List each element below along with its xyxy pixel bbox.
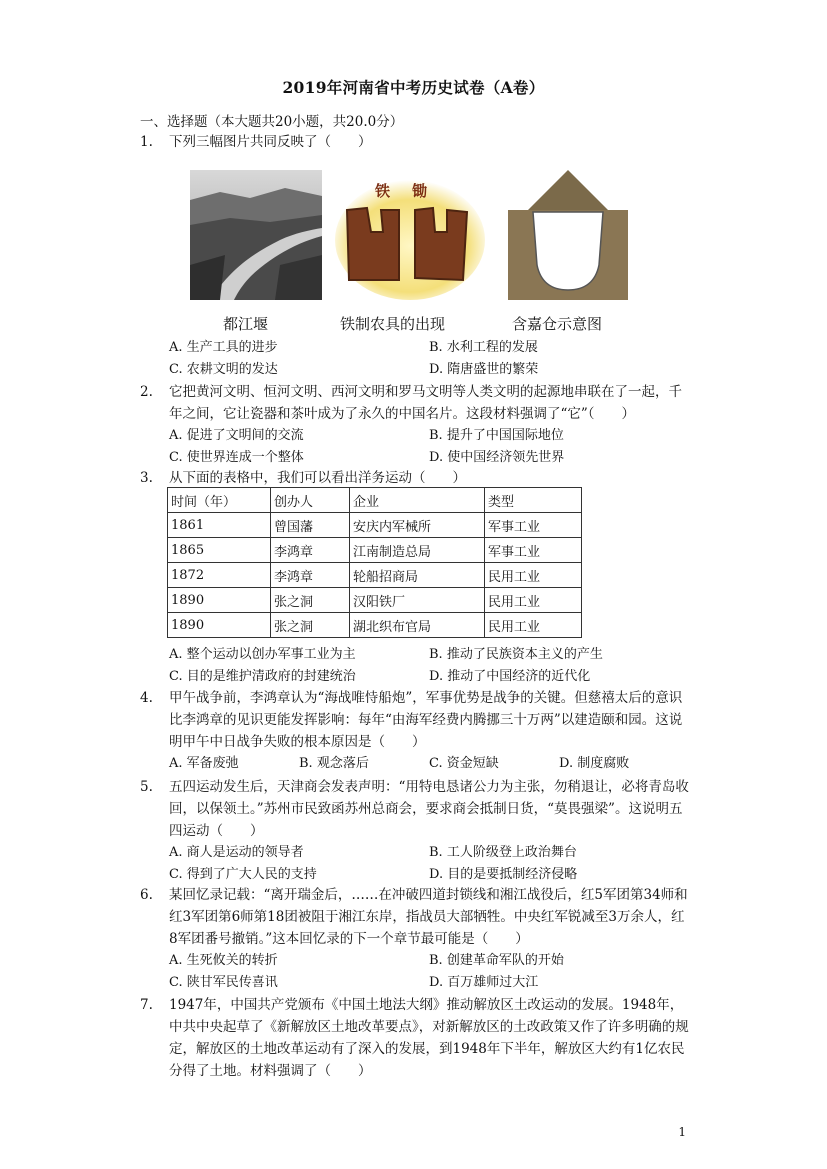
table-row	[168, 588, 582, 613]
table-cell: 曾国藩	[271, 513, 350, 538]
table-cell: 湖北织布官局	[350, 613, 485, 638]
figure-caption-1: 都江堰	[223, 315, 269, 333]
option-a[interactable]: A. 整个运动以创办军事工业为主	[169, 647, 356, 662]
option-c[interactable]: C. 农耕文明的发达	[169, 362, 278, 377]
table-header-cell: 创办人	[271, 488, 350, 513]
option-b[interactable]: B. 创建革命军队的开始	[429, 953, 564, 968]
table-row	[168, 513, 582, 538]
table-cell: 张之洞	[271, 613, 350, 638]
dujiangyan-photo	[190, 170, 322, 300]
question-stem: 下列三幅图片共同反映了（ ）	[169, 134, 372, 150]
question-number: 5.	[140, 779, 153, 795]
question-number: 3.	[140, 470, 153, 486]
option-b[interactable]: B. 水利工程的发展	[429, 340, 538, 355]
page-title: 2019年河南省中考历史试卷（A卷）	[282, 78, 545, 97]
option-c[interactable]: C. 陕甘军民传喜讯	[169, 975, 278, 990]
option-d[interactable]: D. 使中国经济领先世界	[429, 450, 565, 465]
option-c[interactable]: C. 资金短缺	[429, 756, 499, 771]
table-cell: 1890	[168, 588, 271, 613]
question-stem: 甲午战争前，李鸿章认为“海战唯恃船炮”，军事优势是战争的关键。但慈禧太后的意识比李鸿章的见识更能发挥影响：每年“由海军经费内腾挪三十万两”以建造颐和园。这说明甲午中日战争失败的根本原因是（ ）	[169, 690, 683, 750]
option-c[interactable]: C. 得到了广大人民的支持	[169, 867, 317, 882]
question-stem: 从下面的表格中，我们可以看出洋务运动（ ）	[169, 470, 466, 486]
table-cell: 民用工业	[485, 588, 582, 613]
option-a[interactable]: A. 生死攸关的转折	[169, 953, 278, 968]
table-cell: 军事工业	[485, 513, 582, 538]
page-number: 1	[678, 1125, 686, 1139]
table-cell: 1890	[168, 613, 271, 638]
question-stem: 它把黄河文明、恒河文明、西河文明和罗马文明等人类文明的起源地串联在了一起，千年之间，它让瓷器和茶叶成为了永久的中国名片。这段材料强调了“它”（ ）	[169, 384, 682, 422]
figure-caption-3: 含嘉仓示意图	[512, 315, 603, 333]
table-cell: 军事工业	[485, 538, 582, 563]
option-a[interactable]: A. 生产工具的进步	[169, 340, 278, 355]
table-cell: 1861	[168, 513, 271, 538]
table-cell: 李鸿章	[271, 563, 350, 588]
table-cell: 张之洞	[271, 588, 350, 613]
option-b[interactable]: B. 观念落后	[299, 756, 369, 771]
table-cell: 李鸿章	[271, 538, 350, 563]
table-row	[168, 613, 582, 638]
granary-diagram	[503, 170, 633, 300]
option-c[interactable]: C. 目的是维护清政府的封建统治	[169, 669, 356, 684]
option-c[interactable]: C. 使世界连成一个整体	[169, 450, 304, 465]
option-d[interactable]: D. 目的是要抵制经济侵略	[429, 867, 578, 882]
option-a[interactable]: A. 商人是运动的领导者	[169, 845, 304, 860]
question-1-figures	[190, 170, 650, 340]
figure-caption-2: 铁制农具的出现	[340, 315, 446, 333]
table-cell: 安庆内军械所	[350, 513, 485, 538]
table-row	[168, 563, 582, 588]
iron-tools-image	[335, 170, 485, 300]
table-cell: 1865	[168, 538, 271, 563]
question-stem: 1947年，中国共产党颁布《中国土地法大纲》推动解放区土改运动的发展。1948年，中共中央起草了《新解放区土地改革要点》，对新解放区的土改政策又作了许多明确的规定，解放区的土地改革运动有了深入的发展，到1948年下半年，解放区大约有1亿农民分得了土地。材料强调了（ ）	[169, 997, 689, 1079]
question-number: 1.	[140, 134, 153, 150]
option-d[interactable]: D. 隋唐盛世的繁荣	[429, 362, 539, 377]
option-a[interactable]: A. 促进了文明间的交流	[169, 428, 304, 443]
table-cell: 民用工业	[485, 613, 582, 638]
option-d[interactable]: D. 制度腐败	[559, 756, 630, 771]
question-number: 6.	[140, 887, 153, 903]
option-d[interactable]: D. 推动了中国经济的近代化	[429, 669, 591, 684]
option-b[interactable]: B. 工人阶级登上政治舞台	[429, 845, 577, 860]
figure-inline-label: 铁锄	[375, 182, 450, 200]
option-b[interactable]: B. 提升了中国国际地位	[429, 428, 564, 443]
yangwu-table	[167, 487, 582, 638]
option-d[interactable]: D. 百万雄师过大江	[429, 975, 539, 990]
option-a[interactable]: A. 军备废弛	[169, 756, 239, 771]
option-b[interactable]: B. 推动了民族资本主义的产生	[429, 647, 603, 662]
table-row	[168, 538, 582, 563]
table-header-cell: 时间（年）	[168, 488, 271, 513]
table-header-row	[168, 488, 582, 513]
question-number: 7.	[140, 997, 153, 1013]
table-cell: 轮船招商局	[350, 563, 485, 588]
question-number: 4.	[140, 690, 153, 706]
table-header-cell: 类型	[485, 488, 582, 513]
question-stem: 某回忆录记载：“离开瑞金后，……在冲破四道封锁线和湘江战役后，红5军团第34师和红3军团第6师第18团被阻于湘江东岸，指战员大部牺牲。中央红军锐减至3万余人，红8军团番号撤销。”这本回忆录的下一个章节最可能是（ ）	[169, 887, 688, 947]
table-header-cell: 企业	[350, 488, 485, 513]
table-cell: 江南制造总局	[350, 538, 485, 563]
table-cell: 汉阳铁厂	[350, 588, 485, 613]
table-cell: 民用工业	[485, 563, 582, 588]
section-heading: 一、选择题（本大题共20小题，共20.0分）	[140, 114, 404, 130]
question-stem: 五四运动发生后，天津商会发表声明：“用特电恳诸公力为主张，勿稍退让，必将青岛收回，以保领土。”苏州市民致函苏州总商会，要求商会抵制日货，“莫畏强梁”。这说明五四运动（ ）	[169, 779, 689, 839]
table-cell: 1872	[168, 563, 271, 588]
question-number: 2.	[140, 384, 153, 400]
